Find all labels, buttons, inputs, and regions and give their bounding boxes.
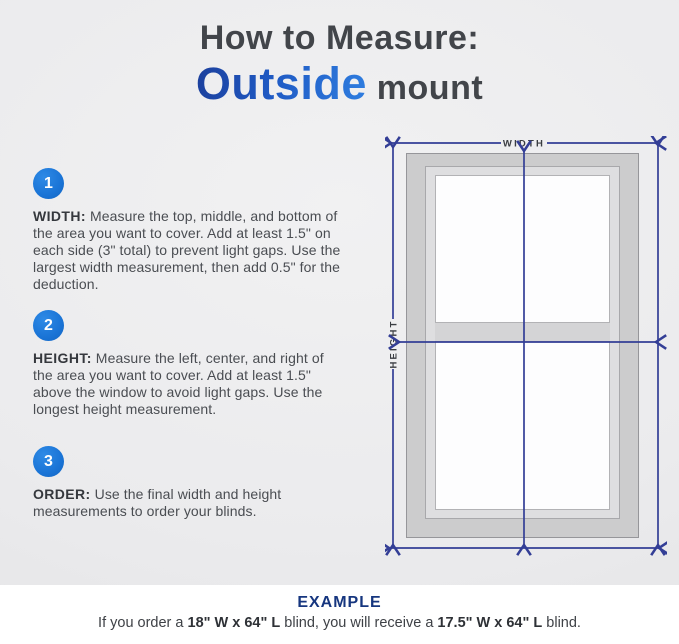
example-ordered-size: 18" W x 64" L [187,615,281,631]
page-subtitle [0,59,679,109]
step-2 [33,310,345,418]
width-label: WIDTH [502,138,546,150]
height-label: HEIGHT [388,319,400,369]
step-2-description: Measure the left, center, and right of the area you want to cover. Add at least 1.5" above the window to avoid light gaps. Use the longest height measurement. [33,350,324,417]
measurement-arrows [385,136,667,556]
step-2-label: HEIGHT: [33,350,92,366]
example-part3: blind. [542,615,581,631]
example-heading: EXAMPLE [297,594,382,611]
step-1-description: Measure the top, middle, and bottom of the area you want to cover. Add at least 1.5" on each side (3" total) to prevent light gaps. Use the largest width measurement, then add 0.5" for the deduction. [33,208,341,292]
step-1-label: WIDTH: [33,208,86,224]
step-1 [33,168,345,293]
example-received-size: 17.5" W x 64" L [437,615,543,631]
step-3-description: Use the final width and height measurements to order your blinds. [33,486,282,519]
example-part1: If you order a [98,615,188,631]
step-3-text [33,486,345,520]
window-measurement-diagram [385,136,667,556]
step-3-label: ORDER: [33,486,91,502]
page-header [0,20,679,109]
step-3 [33,446,345,520]
example-part2: blind, you will receive a [280,615,438,631]
page-title: How to Measure: [199,19,480,57]
mount-type-highlight: Outside [195,58,367,110]
step-1-number-badge: 1 [33,168,64,199]
step-3-number-badge: 3 [33,446,64,477]
step-1-text [33,208,345,293]
example-footer [0,585,679,644]
example-sentence [0,615,679,631]
step-2-number-badge: 2 [33,310,64,341]
step-2-text [33,350,345,418]
mount-type-suffix: mount [366,69,484,108]
